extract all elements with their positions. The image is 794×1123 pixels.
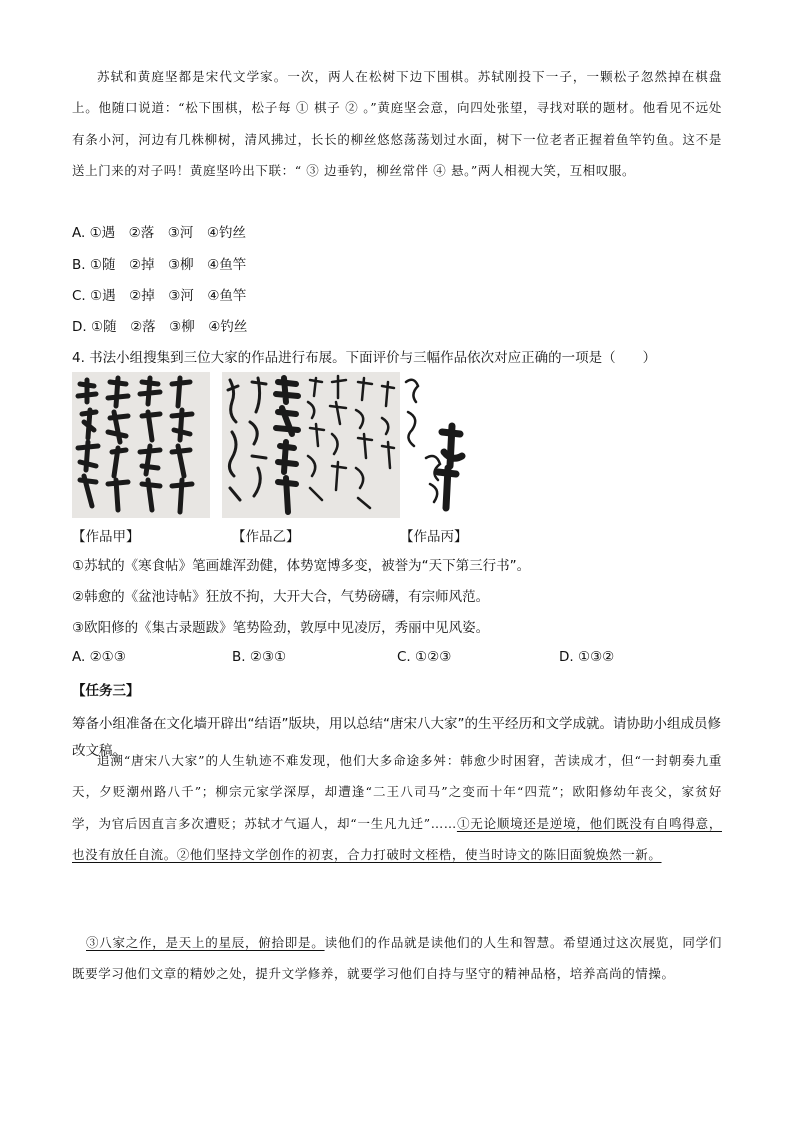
q4-option-d: D. ①③② [559, 649, 615, 665]
task3-heading: 【任务三】 [72, 683, 140, 699]
task3-para2-underlined: ③八家之作，是天上的星辰，俯拾即是。 [86, 935, 325, 950]
q4-options [72, 649, 722, 669]
q3-option-c: C. ①遇 ②掉 ③河 ④鱼竿 [72, 288, 247, 304]
calligraphy-image-jia [72, 372, 210, 518]
q3-option-b: B. ①随 ②掉 ③柳 ④鱼竿 [72, 257, 247, 273]
q4-option-b: B. ②③① [232, 649, 287, 665]
q3-option-a: A. ①遇 ②落 ③河 ④钓丝 [72, 225, 246, 241]
caption-yi: 【作品乙】 [232, 529, 300, 545]
calligraphy-image-bing-clean [400, 372, 466, 518]
q4-stem: 4. 书法小组搜集到三位大家的作品进行布展。下面评价与三幅作品依次对应正确的一项是（ ） [72, 350, 657, 366]
q3-option-d: D. ①随 ②落 ③柳 ④钓丝 [72, 319, 248, 335]
q4-statement-2: ②韩愈的《盆池诗帖》狂放不拘，大开大合，气势磅礴，有宗师风范。 [72, 589, 490, 605]
passage-su-huang-couplet [72, 61, 722, 186]
task3-para1-plain: 追溯“唐宋八大家”的人生轨迹不难发现，他们大多命途多舛：韩愈少时困窘，苦读成才，但“一封朝奏九重天，夕贬潮州路八千”；柳宗元家学深厚，却遭逢“二王八司马”之变而十年“四荒”；欧阳修幼年丧父，家贫好学，为官后因直言多次遭贬；苏轼才气逼人，却“一生凡九迁”…… [72, 753, 722, 831]
task3-para1-underlined: ①无论顺境还是逆境，他们既没有自鸣得意，也没有放任自流。②他们坚持文学创作的初衷，合力打破时文桎梏，使当时诗文的陈旧面貌焕然一新。 [72, 815, 722, 862]
caption-jia: 【作品甲】 [72, 529, 140, 545]
calligraphy-image-yi [222, 372, 400, 518]
task3-paragraph-2 [72, 927, 722, 990]
task3-intro: 筹备小组准备在文化墙开辟出“结语”版块，用以总结“唐宋八大家”的生平经历和文学成就。请协助小组成员修改文稿。 [72, 716, 721, 759]
q4-option-c: C. ①②③ [397, 649, 452, 665]
q4-statement-3: ③欧阳修的《集古录题跋》笔势险劲，敦厚中见凌厉，秀丽中见风姿。 [72, 620, 490, 636]
passage1-text: 苏轼和黄庭坚都是宋代文学家。一次，两人在松树下边下围棋。苏轼刚投下一子，一颗松子忽然掉在棋盘上。他随口说道：“松下围棋，松子每 ① 棋子 ② 。”黄庭坚会意，向四处张望，寻找对联的题材。他看见不远处有条小河，河边有几株柳树，清风拂过，长长的柳丝悠悠荡荡划过水面，树下一位老者正握着鱼竿钓鱼。这不是送上门来的对子吗！黄庭坚吟出下联：“ ③ 边垂钓，柳丝常伴 ④ 悬。”两人相视大笑，互相叹服。 [72, 69, 722, 178]
q4-statement-1: ①苏轼的《寒食帖》笔画雄浑劲健，体势宽博多变，被誉为“天下第三行书”。 [72, 558, 531, 574]
task3-paragraph-1 [72, 745, 722, 870]
task3-para2-plain: 读他们的作品就是读他们的人生和智慧。希望通过这次展览，同学们既要学习他们文章的精妙之处，提升文学修养，就要学习他们自持与坚守的精神品格，培养高尚的情操。 [72, 935, 722, 982]
caption-bing: 【作品丙】 [400, 529, 468, 545]
q4-option-a: A. ②①③ [72, 649, 126, 665]
